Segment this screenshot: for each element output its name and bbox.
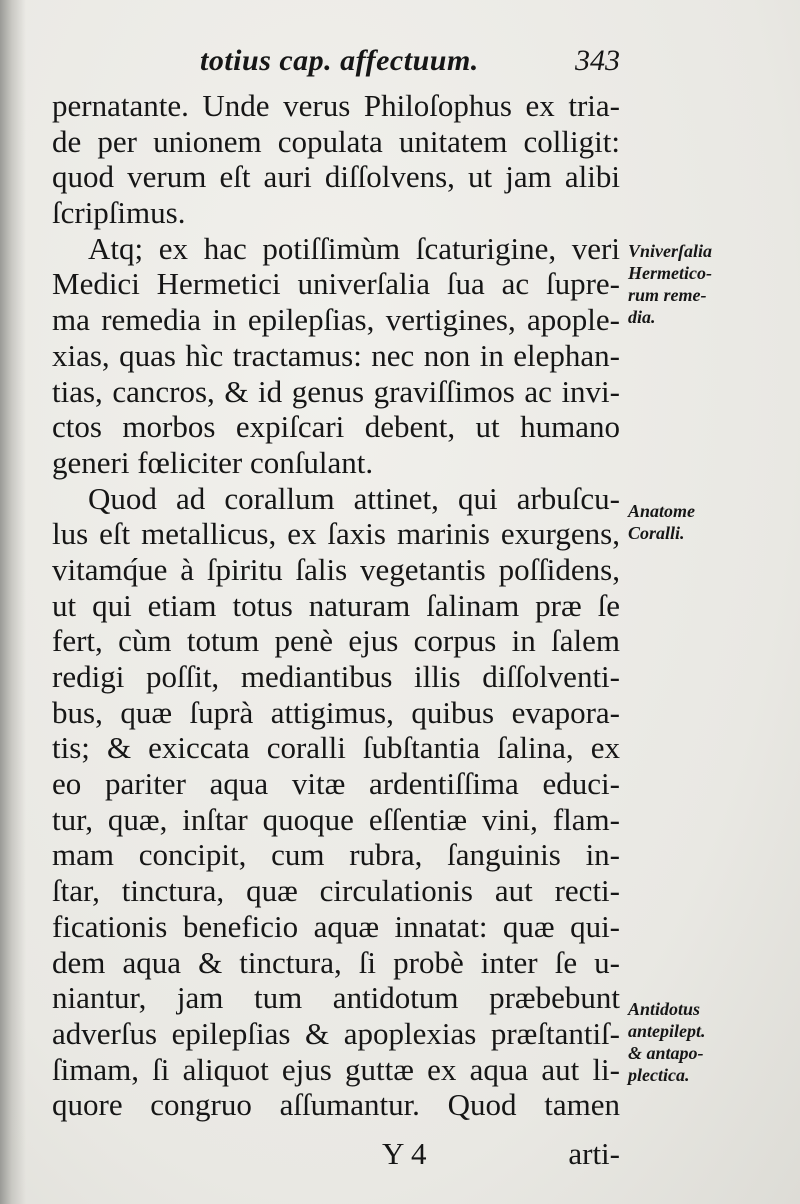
- running-head-title: totius cap. affectuum.: [200, 44, 479, 77]
- text-line: Atq; ex hac potiſſimùm ſcaturigine, veri: [88, 230, 620, 266]
- page-footer: [52, 1136, 620, 1176]
- text-line: Medici Hermetici univerſalia ſua ac ſupre-: [52, 266, 620, 302]
- margin-note-line: Coralli.: [628, 523, 685, 543]
- text-line: xias, quas hìc tractamus: nec non in elephan-: [52, 337, 620, 373]
- margin-note-line: rum reme-: [628, 285, 707, 305]
- margin-note-line: Hermetico-: [628, 263, 712, 283]
- body-text: [52, 88, 620, 1123]
- text-line: fert, cùm totum penè ejus corpus in ſalem: [52, 623, 620, 659]
- text-line: pernatante. Unde verus Philoſophus ex tria-: [52, 88, 620, 123]
- page-number: 343: [575, 44, 620, 77]
- margin-note-line: dia.: [628, 307, 656, 327]
- text-line: ut qui etiam totus naturam ſalinam præ ſe: [52, 587, 620, 623]
- text-line: tias, cancros, & id genus graviſſimos ac invi-: [52, 373, 620, 409]
- text-line: adverſus epilepſias & apoplexias præſtantiſ-: [52, 1015, 620, 1051]
- margin-note-line: Antidotus: [628, 999, 701, 1019]
- text-line: de per unionem copulata unitatem colligit:: [52, 123, 620, 159]
- running-head: [60, 44, 620, 86]
- text-line: niantur, jam tum antidotum præbebunt: [52, 980, 620, 1016]
- margin-note-line: & antapo-: [628, 1043, 704, 1063]
- text-line: tis; & exiccata coralli ſubſtantia ſalina, ex: [52, 730, 620, 766]
- text-line: mam concipit, cum rubra, ſanguinis in-: [52, 837, 620, 873]
- margin-note-antidotus: [628, 998, 794, 1086]
- text-line: ſcripſimus.: [52, 195, 186, 231]
- text-line: bus, quæ ſuprà attigimus, quibus evapora-: [52, 694, 620, 730]
- text-line: dem aqua & tinctura, ſi probè inter ſe u-: [52, 944, 620, 980]
- text-line: quore congruo aſſumantur. Quod tamen: [52, 1087, 620, 1123]
- text-line: vitamq́ue à ſpiritu ſalis vegetantis poſſidens,: [52, 551, 620, 587]
- margin-note-line: Vniverſalia: [628, 241, 712, 261]
- text-line: lus eſt metallicus, ex ſaxis marinis exurgens,: [52, 516, 620, 552]
- margin-note-universalia: [628, 240, 794, 328]
- text-line: quod verum eſt auri diſſolvens, ut jam alibi: [52, 159, 620, 195]
- text-line: Quod ad corallum attinet, qui arbuſcu-: [88, 480, 620, 516]
- margin-note-line: plectica.: [628, 1065, 690, 1085]
- margin-note-line: antepilept.: [628, 1021, 706, 1041]
- text-line: ſimam, ſi aliquot ejus guttæ ex aqua aut li-: [52, 1051, 620, 1087]
- text-line: ficationis beneficio aquæ innatat: quæ qui-: [52, 908, 620, 944]
- text-line: ctos morbos expiſcari debent, ut humano: [52, 409, 620, 445]
- catchword: arti-: [568, 1136, 620, 1171]
- text-line: ſtar, tinctura, quæ circulationis aut recti-: [52, 873, 620, 909]
- margin-note-line: Anatome: [628, 501, 696, 521]
- margin-note-anatome: [628, 500, 794, 544]
- text-line: redigi poſſit, mediantibus illis diſſolventi-: [52, 659, 620, 694]
- signature-mark: Y 4: [382, 1136, 427, 1171]
- gutter-shadow: [0, 0, 26, 1204]
- text-line: eo pariter aqua vitæ ardentiſſima educi-: [52, 766, 620, 802]
- text-line: ma remedia in epilepſias, vertigines, apople-: [52, 302, 620, 338]
- text-line: generi fœliciter conſulant.: [52, 444, 374, 480]
- text-line: tur, quæ, inſtar quoque eſſentiæ vini, flam-: [52, 801, 620, 837]
